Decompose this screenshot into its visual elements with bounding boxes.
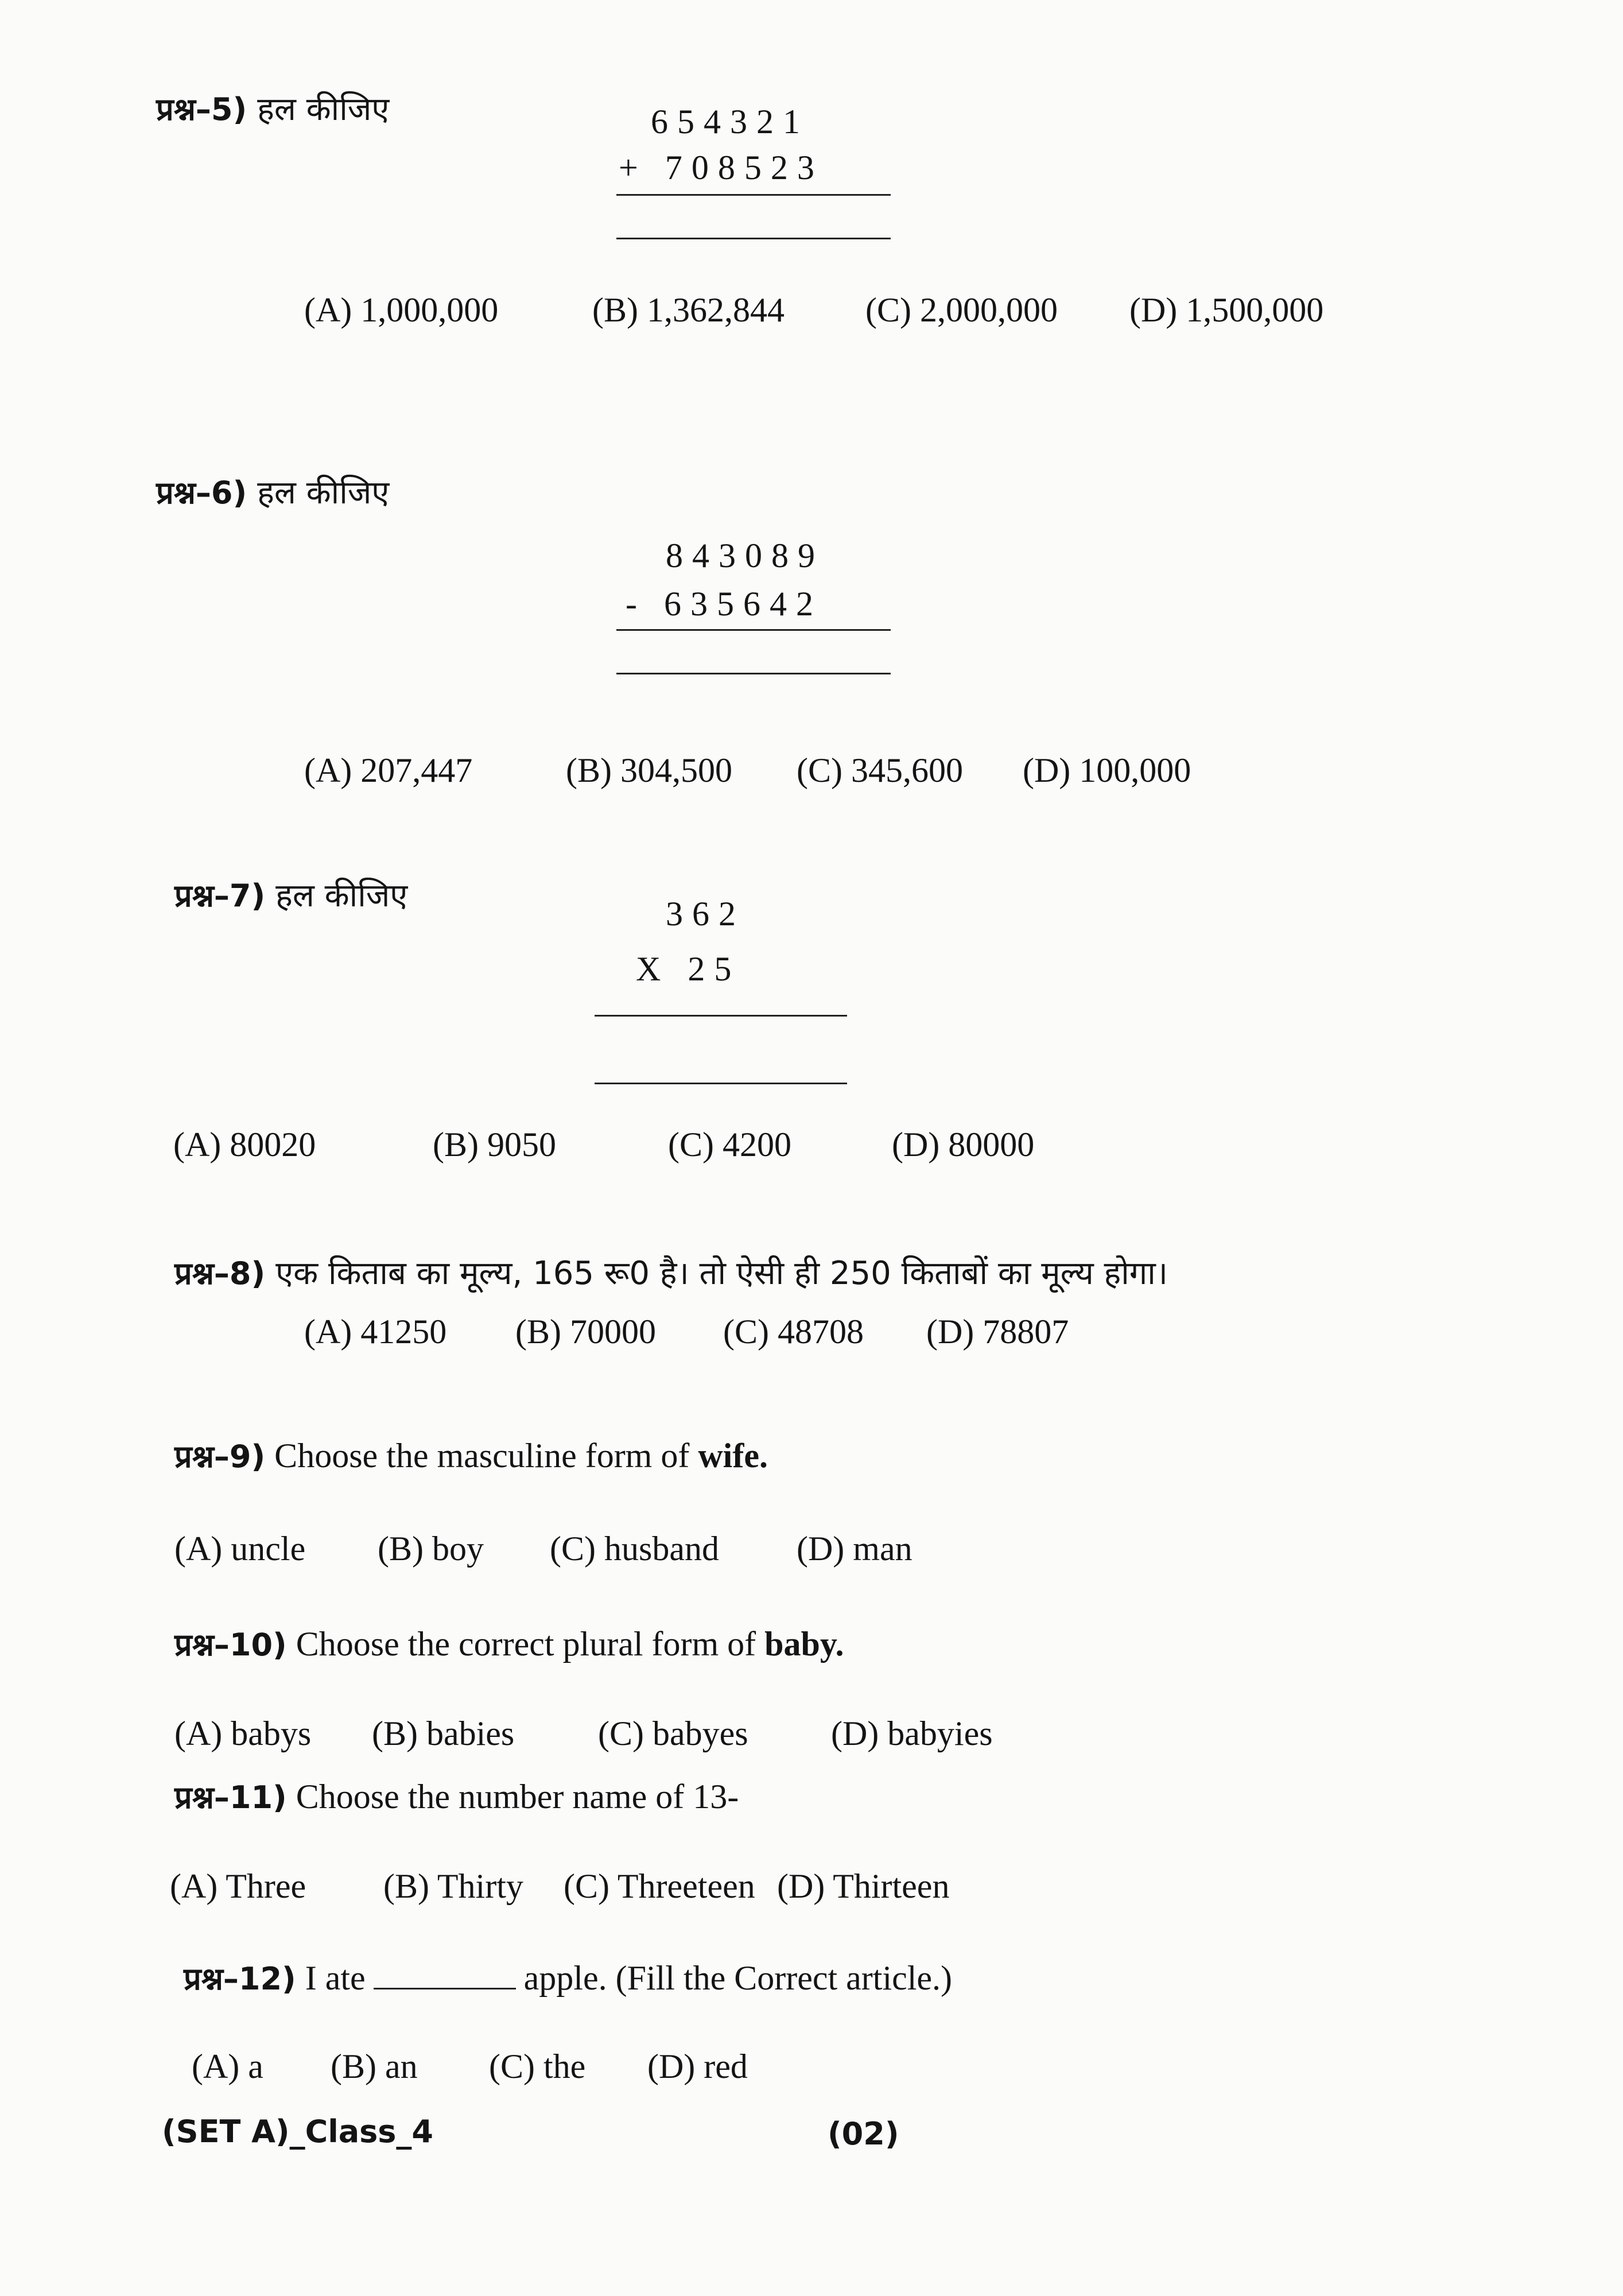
question-8-option-a[interactable]: (A) 41250 (304, 1313, 447, 1351)
question-7-heading (174, 872, 407, 916)
question-6-option-c[interactable]: (C) 345,600 (797, 751, 963, 789)
question-10-label: प्रश्न–10) (174, 1627, 287, 1663)
question-12-blank[interactable] (374, 1965, 516, 1989)
question-7-operand-top: 362 (666, 895, 745, 933)
question-6-heading (156, 470, 389, 513)
question-10-prompt: Choose the correct plural form of (296, 1625, 765, 1663)
question-12-option-a[interactable]: (A) a (192, 2047, 263, 2085)
question-6-diff-rule (616, 629, 891, 631)
question-10-option-c[interactable]: (C) babyes (598, 1715, 748, 1752)
question-12-prompt-after: apple. (Fill the Correct article.) (523, 1959, 953, 1997)
question-9-option-c[interactable]: (C) husband (550, 1530, 719, 1568)
question-6-label: प्रश्न–6) (156, 475, 247, 511)
question-6-operand-bottom: - 635642 (626, 585, 822, 623)
question-8-label: प्रश्न–8) (174, 1255, 266, 1292)
question-12-heading (184, 1956, 952, 1999)
question-12-label: प्रश्न–12) (184, 1961, 296, 1997)
question-7-option-d[interactable]: (D) 80000 (892, 1126, 1035, 1163)
footer-set-class: (SET A)_Class_4 (162, 2113, 434, 2150)
question-12-option-b[interactable]: (B) an (331, 2047, 418, 2085)
question-9-label: प्रश्न–9) (174, 1438, 266, 1475)
question-7-option-c[interactable]: (C) 4200 (668, 1126, 791, 1163)
question-11-option-c[interactable]: (C) Threeteen (564, 1867, 755, 1905)
question-7-option-a[interactable]: (A) 80020 (173, 1126, 316, 1163)
question-9-option-b[interactable]: (B) boy (378, 1530, 484, 1568)
question-7-prompt: हल कीजिए (275, 877, 408, 914)
question-9-prompt: Choose the masculine form of (274, 1437, 698, 1475)
question-10-keyword: baby. (764, 1625, 844, 1663)
question-11-option-a[interactable]: (A) Three (170, 1867, 306, 1905)
question-10-option-b[interactable]: (B) babies (372, 1715, 515, 1752)
question-6-answer-rule (616, 673, 891, 674)
question-5-option-b[interactable]: (B) 1,362,844 (592, 291, 785, 329)
question-10-option-a[interactable]: (A) babys (174, 1715, 312, 1752)
question-7-operand-bottom: X 25 (636, 950, 741, 988)
question-11-label: प्रश्न–11) (174, 1779, 287, 1816)
question-6-option-a[interactable]: (A) 207,447 (304, 751, 473, 789)
question-11-heading (174, 1775, 739, 1817)
question-5-sum-rule (616, 194, 891, 196)
question-6-operand-top: 843089 (666, 537, 824, 575)
question-8-option-d[interactable]: (D) 78807 (926, 1313, 1069, 1351)
footer-page-number: (02) (828, 2116, 899, 2152)
question-11-prompt: Choose the number name of 13- (296, 1778, 739, 1816)
question-7-product-rule (595, 1015, 847, 1017)
question-6-option-d[interactable]: (D) 100,000 (1023, 751, 1191, 789)
question-8-option-c[interactable]: (C) 48708 (723, 1313, 864, 1351)
question-10-option-d[interactable]: (D) babyies (831, 1715, 993, 1752)
question-9-keyword: wife. (698, 1437, 768, 1475)
question-10-heading (174, 1622, 844, 1665)
question-11-option-b[interactable]: (B) Thirty (383, 1867, 523, 1905)
question-12-option-d[interactable]: (D) red (647, 2047, 748, 2085)
question-8-option-b[interactable]: (B) 70000 (515, 1313, 656, 1351)
question-12-option-c[interactable]: (C) the (489, 2047, 586, 2085)
question-5-label: प्रश्न–5) (156, 91, 247, 127)
question-9-option-a[interactable]: (A) uncle (174, 1530, 306, 1568)
question-5-heading (156, 86, 389, 130)
question-9-option-d[interactable]: (D) man (797, 1530, 913, 1568)
question-6-option-b[interactable]: (B) 304,500 (566, 751, 732, 789)
question-5-prompt: हल कीजिए (257, 91, 390, 128)
question-11-option-d[interactable]: (D) Thirteen (777, 1867, 950, 1905)
question-5-option-a[interactable]: (A) 1,000,000 (304, 291, 499, 329)
question-8-prompt: एक किताब का मूल्य, 165 रू0 है। तो ऐसी ही 250 किताबों का मूल्य होगा। (275, 1255, 1168, 1292)
question-9-heading (174, 1434, 768, 1476)
question-12-prompt-before: I ate (305, 1959, 366, 1997)
question-5-operand-bottom: + 708523 (619, 149, 824, 187)
question-7-option-b[interactable]: (B) 9050 (433, 1126, 556, 1163)
question-5-operand-top: 654321 (651, 103, 809, 141)
question-5-answer-rule (616, 238, 891, 239)
question-5-option-c[interactable]: (C) 2,000,000 (865, 291, 1058, 329)
question-6-prompt: हल कीजिए (257, 474, 390, 511)
question-5-option-d[interactable]: (D) 1,500,000 (1129, 291, 1324, 329)
question-7-answer-rule (595, 1083, 847, 1084)
question-7-label: प्रश्न–7) (174, 878, 266, 914)
question-8-heading (174, 1250, 1168, 1294)
